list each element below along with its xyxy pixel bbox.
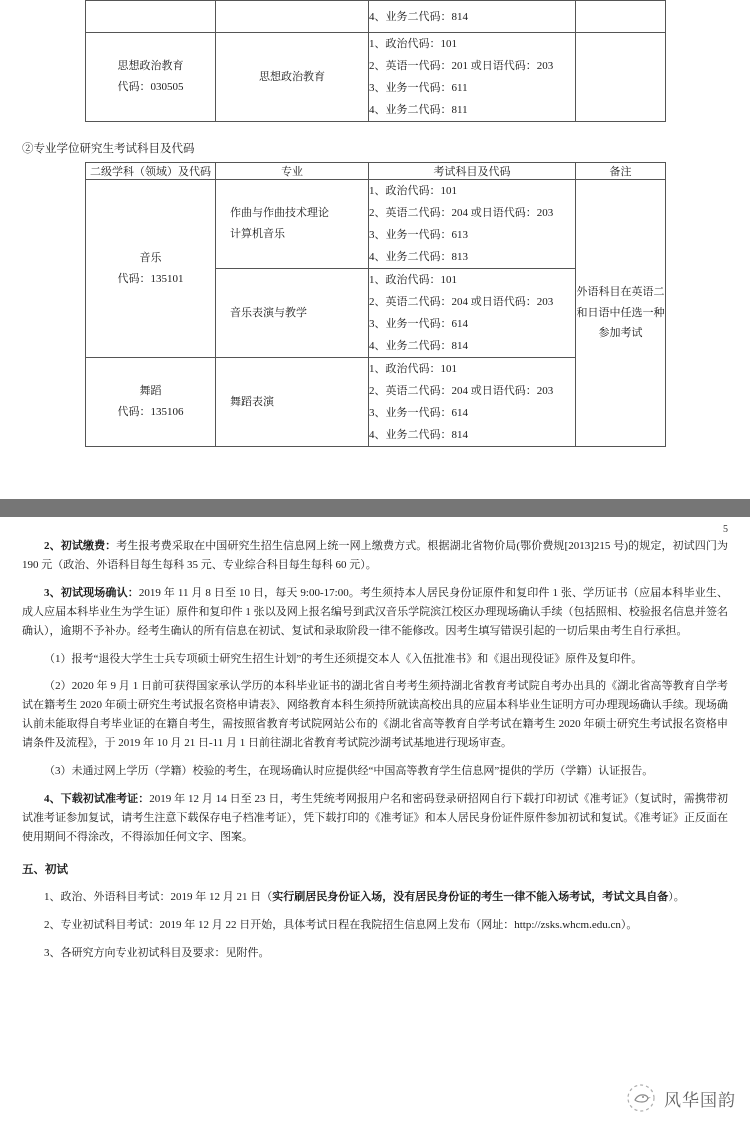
bird-circle-icon [626,1083,656,1113]
paragraph-item-3 [22,584,728,641]
subject-line: 4、业务二代码：813 [369,251,468,263]
item-4-text: 2019 年 12 月 14 日至 23 日，考生凭统考网报用户名和密码登录研招网自行下载打印初试《准考证》（复试时，需携带初试准考证参加复试，请考生注意下载保存电子档准考证），凭下载打印的《准考证》和本人居民身份证件原件参加初试和复试。《准考证》正反面在使用期间不得涂改，不得添加任何文字、图案。 [22,792,729,843]
cell-discipline [86,358,216,447]
section-5-item-3: 3、各研究方向专业初试科目及要求：见附件。 [44,947,270,960]
page-top-section [0,0,750,535]
major-line: 计算机音乐 [230,228,285,240]
item-3-text: 2019 年 11 月 8 日至 10 日，每天 9:00-17:00。考生须持本人居民身份证原件和复印件 1 张、学历证书（应届本科毕业生、成人应届本科毕业生为学生证）原件和复印件 1 张以及网上报名编号到武汉音乐学院滨江校区办理现场确认手续（包括照相、校验报名信息并签名确认），逾期不予补办。经考生确认的所有信息在初试、复试和录取阶段一律不能修改。因考生填写错误引起的一切后果由考生自行承担。 [22,586,729,637]
table-header-row [86,163,666,180]
subject-line: 2、英语二代码：204 或日语代码：203 [369,296,554,308]
remark-line: 参加考试 [598,327,643,340]
table-row [86,1,666,33]
subject-line: 1、政治代码：101 [369,363,457,375]
table-continued [85,0,666,122]
subject-line: 3、业务一代码：614 [369,318,468,330]
cell-discipline [86,180,216,358]
cell-major: 思想政治教育 [216,33,369,122]
watermark-text: 风华国韵 [664,1090,736,1110]
cell-major [216,1,369,33]
item-3-title: 初试现场确认： [60,586,139,599]
paragraph-item-4 [22,790,728,847]
section-5-item-1-prefix: 1、政治、外语科目考试：2019 年 12 月 21 日（ [44,891,273,904]
cell-subjects [369,33,576,122]
body-text-section [0,537,750,963]
cell-subjects [369,180,576,269]
table-row [86,33,666,122]
column-header-discipline: 二级学科（领域）及代码 [86,163,216,180]
discipline-name: 音乐 [139,251,162,264]
remark-line: 和日语中任选一种 [576,306,665,319]
section-5-item-1-emphasis: 实行刷居民身份证入场，没有居民身份证的考生一律不能入场考试，考试文具自备 [272,891,669,904]
section-heading-5: 五、初试 [22,863,68,876]
discipline-name: 舞蹈 [139,385,162,398]
section-5-item-2: 2、专业初试科目考试：2019 年 12 月 22 日开始，具体考试日程在我院招生信息网上发布（网址：http://zsks.whcm.edu.cn）。 [44,919,638,932]
cell-subjects [369,358,576,447]
paragraph-item-2 [22,537,728,575]
remark-line: 外语科目在英语二 [576,285,665,298]
page-number: 5 [723,524,728,535]
item-2-title: 初试缴费： [60,540,117,552]
cell-subjects [369,269,576,358]
subject-line: 1、政治代码：101 [369,38,457,50]
page-separator-band [0,499,750,517]
cell-major [216,358,369,447]
paragraph-item-3-sub-2: （2）2020 年 9 月 1 日前可获得国家承认学历的本科毕业证书的湖北省自考考生须持湖北省教育考试院自考办出具的《湖北省高等教育自学考试在籍考生 2020 年硕士研究生考试报名资格申请表》、网络教育本科生须持所就读高校出具的应届本科毕业生证明方可办理现场确认手续。现场确认前未能取得自考毕业证的在籍自考生，需按照省教育考试院网站公布的《湖北省高等教育自学考试在籍考生 2020 年硕士研究生考试报名资格申请条件及流程》，于 2019 年 10 月 21 日-11 月 1 日前往湖北省教育考试院沙湖考试基地进行现场审查。 [22,680,728,750]
table-professional [85,162,666,447]
section-5-item-1 [22,888,728,907]
cell-discipline [86,33,216,122]
watermark [626,1083,736,1113]
cell-major [216,180,369,269]
subject-line: 1、政治代码：101 [369,185,457,197]
cell-discipline [86,1,216,33]
table-row [86,180,666,269]
cell-remark [576,33,666,122]
subject-line: 2、英语一代码：201 或日语代码：203 [369,60,554,72]
item-2-text: 考生报考费采取在中国研究生招生信息网上统一网上缴费方式。根据湖北省物价局(鄂价费规[2013]215 号)的规定，初试四门为 190 元（政治、外语科目每生每科 35 元、专业综合科目每生每科 60 元）。 [22,540,729,571]
cell-remark [576,180,666,447]
subject-line: 3、业务一代码：611 [369,82,468,94]
major-line: 音乐表演与教学 [230,306,307,319]
subject-line: 4、业务二代码：814 [369,429,468,441]
subject-line: 3、业务一代码：614 [369,407,468,419]
subject-line: 3、业务一代码：613 [369,229,468,241]
paragraph-item-3-sub-1: （1）报考“退役大学生士兵专项硕士研究生招生计划”的考生还须提交本人《入伍批准书》和《退出现役证》原件及复印件。 [44,652,643,665]
item-2-number: 2、 [44,540,61,552]
discipline-code: 代码：030505 [117,81,184,93]
item-4-number: 4、 [44,792,61,805]
subject-line: 4、业务二代码：814 [369,10,468,23]
section-label-professional: ②专业学位研究生考试科目及代码 [22,143,195,155]
column-header-subjects: 考试科目及代码 [369,163,576,180]
section-5-item-1-suffix: ）。 [668,891,685,904]
discipline-code: 代码：135106 [117,406,184,418]
discipline-name: 思想政治教育 [117,60,184,73]
major-line: 作曲与作曲技术理论 [230,207,329,220]
band-gap-bottom [0,517,750,537]
cell-subjects [369,1,576,33]
column-header-remark: 备注 [576,163,666,180]
band-gap-top [0,447,750,499]
item-4-title: 下载初试准考证： [60,792,150,805]
major-line: 舞蹈表演 [230,395,274,408]
item-3-number: 3、 [44,586,61,599]
subject-line: 2、英语二代码：204 或日语代码：203 [369,385,554,397]
subject-line: 2、英语二代码：204 或日语代码：203 [369,207,554,219]
cell-major [216,269,369,358]
column-header-major: 专业 [216,163,369,180]
paragraph-item-3-sub-3: （3）未通过网上学历（学籍）校验的考生，在现场确认时应提供经“中国高等教育学生信息网”提供的学历（学籍）认证报告。 [44,765,654,778]
cell-remark [576,1,666,33]
subject-line: 4、业务二代码：811 [369,104,468,116]
subject-line: 4、业务二代码：814 [369,340,468,352]
subject-line: 1、政治代码：101 [369,274,457,286]
discipline-code: 代码：135101 [117,272,184,285]
